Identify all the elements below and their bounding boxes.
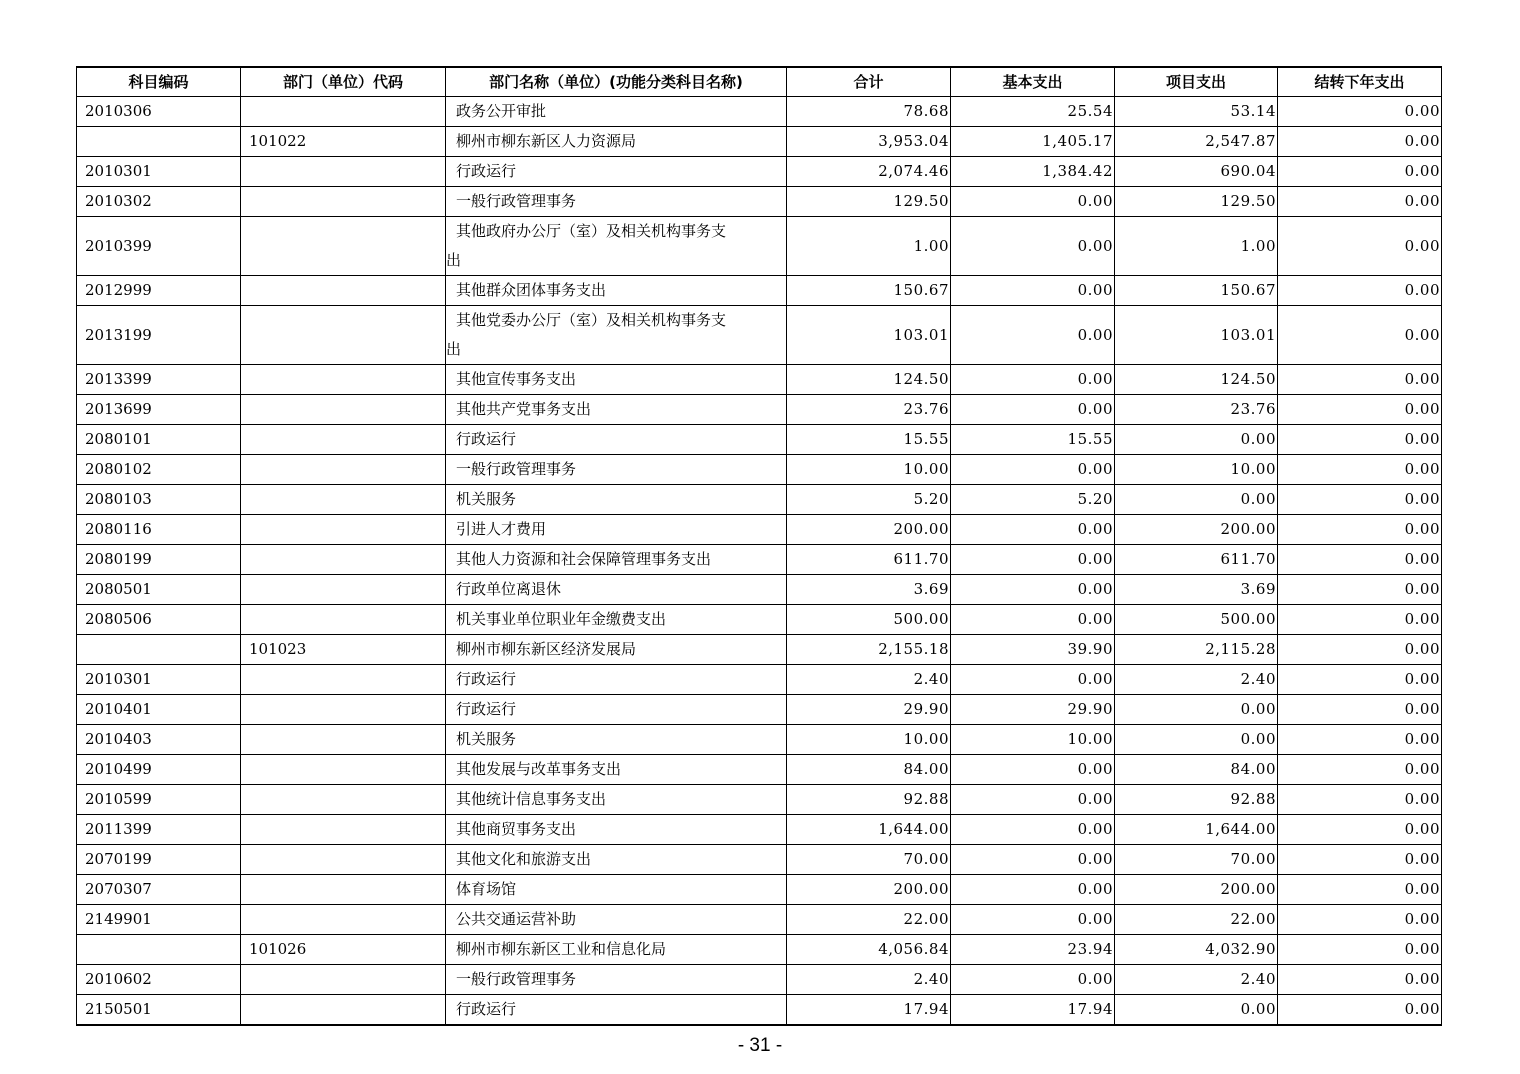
table-row	[77, 515, 1442, 545]
cell-dept-code	[241, 157, 446, 187]
cell-subject-code: 2013399	[77, 365, 241, 395]
cell-subject-code	[77, 935, 241, 965]
cell-subject-code: 2013199	[77, 306, 241, 365]
cell-subject-code: 2010602	[77, 965, 241, 995]
header-carryover-expenditure: 结转下年支出	[1278, 67, 1442, 97]
cell-basic-expenditure: 0.00	[951, 815, 1115, 845]
cell-project-expenditure: 2.40	[1115, 665, 1278, 695]
cell-carryover-expenditure: 0.00	[1278, 575, 1442, 605]
cell-total: 2,155.18	[787, 635, 951, 665]
table-row	[77, 276, 1442, 306]
cell-carryover-expenditure: 0.00	[1278, 875, 1442, 905]
table-row	[77, 217, 1442, 276]
cell-dept-name: 体育场馆	[446, 875, 787, 905]
cell-carryover-expenditure: 0.00	[1278, 157, 1442, 187]
header-dept-code: 部门（单位）代码	[241, 67, 446, 97]
cell-carryover-expenditure: 0.00	[1278, 935, 1442, 965]
cell-project-expenditure: 3.69	[1115, 575, 1278, 605]
table-row	[77, 995, 1442, 1026]
header-total: 合计	[787, 67, 951, 97]
cell-dept-name: 柳州市柳东新区工业和信息化局	[446, 935, 787, 965]
cell-total: 3,953.04	[787, 127, 951, 157]
cell-basic-expenditure: 10.00	[951, 725, 1115, 755]
cell-carryover-expenditure: 0.00	[1278, 995, 1442, 1026]
cell-basic-expenditure: 0.00	[951, 665, 1115, 695]
cell-subject-code: 2010599	[77, 785, 241, 815]
cell-project-expenditure: 129.50	[1115, 187, 1278, 217]
cell-project-expenditure: 103.01	[1115, 306, 1278, 365]
cell-carryover-expenditure: 0.00	[1278, 365, 1442, 395]
cell-basic-expenditure: 0.00	[951, 217, 1115, 276]
cell-basic-expenditure: 0.00	[951, 965, 1115, 995]
cell-total: 500.00	[787, 605, 951, 635]
table-row	[77, 306, 1442, 365]
cell-dept-code	[241, 815, 446, 845]
cell-dept-code	[241, 306, 446, 365]
table-row	[77, 425, 1442, 455]
cell-total: 124.50	[787, 365, 951, 395]
cell-carryover-expenditure: 0.00	[1278, 127, 1442, 157]
cell-subject-code: 2010499	[77, 755, 241, 785]
table-row	[77, 815, 1442, 845]
cell-dept-name: 其他共产党事务支出	[446, 395, 787, 425]
cell-dept-code	[241, 187, 446, 217]
cell-carryover-expenditure: 0.00	[1278, 845, 1442, 875]
cell-subject-code: 2080103	[77, 485, 241, 515]
cell-project-expenditure: 53.14	[1115, 97, 1278, 127]
cell-dept-name: 柳州市柳东新区人力资源局	[446, 127, 787, 157]
cell-subject-code: 2010403	[77, 725, 241, 755]
table-row	[77, 605, 1442, 635]
cell-basic-expenditure: 17.94	[951, 995, 1115, 1026]
cell-dept-name: 其他宣传事务支出	[446, 365, 787, 395]
table-row	[77, 575, 1442, 605]
cell-total: 1,644.00	[787, 815, 951, 845]
cell-carryover-expenditure: 0.00	[1278, 695, 1442, 725]
cell-dept-code	[241, 905, 446, 935]
table-row	[77, 755, 1442, 785]
cell-subject-code: 2010401	[77, 695, 241, 725]
cell-total: 200.00	[787, 515, 951, 545]
cell-total: 5.20	[787, 485, 951, 515]
cell-dept-code: 101026	[241, 935, 446, 965]
cell-basic-expenditure: 0.00	[951, 905, 1115, 935]
cell-total: 3.69	[787, 575, 951, 605]
cell-dept-code	[241, 455, 446, 485]
cell-dept-code	[241, 995, 446, 1026]
dept-name-line: 出	[446, 251, 462, 269]
cell-basic-expenditure: 0.00	[951, 365, 1115, 395]
cell-dept-name: 行政单位离退休	[446, 575, 787, 605]
cell-dept-code	[241, 665, 446, 695]
cell-project-expenditure: 10.00	[1115, 455, 1278, 485]
cell-carryover-expenditure: 0.00	[1278, 665, 1442, 695]
cell-carryover-expenditure: 0.00	[1278, 545, 1442, 575]
cell-dept-name: 其他商贸事务支出	[446, 815, 787, 845]
cell-carryover-expenditure: 0.00	[1278, 905, 1442, 935]
cell-project-expenditure: 0.00	[1115, 485, 1278, 515]
cell-dept-code	[241, 965, 446, 995]
table-row	[77, 695, 1442, 725]
cell-total: 15.55	[787, 425, 951, 455]
cell-carryover-expenditure: 0.00	[1278, 276, 1442, 306]
cell-total: 129.50	[787, 187, 951, 217]
table-row	[77, 455, 1442, 485]
cell-total: 611.70	[787, 545, 951, 575]
cell-project-expenditure: 23.76	[1115, 395, 1278, 425]
cell-basic-expenditure: 0.00	[951, 575, 1115, 605]
cell-carryover-expenditure: 0.00	[1278, 395, 1442, 425]
cell-subject-code: 2010302	[77, 187, 241, 217]
cell-total: 103.01	[787, 306, 951, 365]
cell-subject-code: 2013699	[77, 395, 241, 425]
cell-subject-code: 2010306	[77, 97, 241, 127]
table-row	[77, 395, 1442, 425]
cell-carryover-expenditure: 0.00	[1278, 97, 1442, 127]
cell-project-expenditure: 4,032.90	[1115, 935, 1278, 965]
cell-project-expenditure: 690.04	[1115, 157, 1278, 187]
cell-basic-expenditure: 0.00	[951, 755, 1115, 785]
cell-basic-expenditure: 0.00	[951, 545, 1115, 575]
cell-total: 10.00	[787, 725, 951, 755]
table-row	[77, 785, 1442, 815]
table-row	[77, 545, 1442, 575]
cell-basic-expenditure: 0.00	[951, 187, 1115, 217]
cell-dept-name: 机关服务	[446, 485, 787, 515]
cell-project-expenditure: 84.00	[1115, 755, 1278, 785]
cell-dept-name: 一般行政管理事务	[446, 965, 787, 995]
cell-dept-code	[241, 755, 446, 785]
cell-dept-code	[241, 575, 446, 605]
cell-dept-code	[241, 217, 446, 276]
cell-dept-name: 一般行政管理事务	[446, 455, 787, 485]
cell-subject-code: 2080506	[77, 605, 241, 635]
cell-basic-expenditure: 0.00	[951, 276, 1115, 306]
cell-carryover-expenditure: 0.00	[1278, 455, 1442, 485]
cell-subject-code: 2080199	[77, 545, 241, 575]
cell-basic-expenditure: 29.90	[951, 695, 1115, 725]
cell-basic-expenditure: 0.00	[951, 845, 1115, 875]
dept-name-line: 出	[446, 340, 462, 358]
cell-basic-expenditure: 0.00	[951, 605, 1115, 635]
cell-dept-code	[241, 845, 446, 875]
cell-subject-code: 2010301	[77, 665, 241, 695]
cell-basic-expenditure: 1,384.42	[951, 157, 1115, 187]
table-row	[77, 935, 1442, 965]
cell-dept-name: 其他统计信息事务支出	[446, 785, 787, 815]
cell-dept-name: 政务公开审批	[446, 97, 787, 127]
cell-total: 22.00	[787, 905, 951, 935]
cell-dept-code	[241, 545, 446, 575]
cell-dept-code	[241, 485, 446, 515]
table-body	[77, 97, 1442, 1026]
cell-project-expenditure: 611.70	[1115, 545, 1278, 575]
cell-dept-name: 公共交通运营补助	[446, 905, 787, 935]
cell-total: 70.00	[787, 845, 951, 875]
cell-total: 92.88	[787, 785, 951, 815]
cell-basic-expenditure: 0.00	[951, 785, 1115, 815]
cell-dept-code	[241, 276, 446, 306]
cell-basic-expenditure: 0.00	[951, 306, 1115, 365]
cell-carryover-expenditure: 0.00	[1278, 515, 1442, 545]
cell-dept-code	[241, 515, 446, 545]
table-row	[77, 157, 1442, 187]
cell-dept-name: 引进人才费用	[446, 515, 787, 545]
cell-basic-expenditure: 0.00	[951, 515, 1115, 545]
cell-total: 2,074.46	[787, 157, 951, 187]
cell-subject-code: 2080102	[77, 455, 241, 485]
cell-dept-code: 101023	[241, 635, 446, 665]
cell-subject-code	[77, 635, 241, 665]
cell-total: 4,056.84	[787, 935, 951, 965]
table-row	[77, 365, 1442, 395]
cell-carryover-expenditure: 0.00	[1278, 425, 1442, 455]
cell-basic-expenditure: 23.94	[951, 935, 1115, 965]
cell-subject-code: 2011399	[77, 815, 241, 845]
cell-dept-name: 行政运行	[446, 157, 787, 187]
cell-basic-expenditure: 25.54	[951, 97, 1115, 127]
cell-total: 1.00	[787, 217, 951, 276]
cell-carryover-expenditure: 0.00	[1278, 815, 1442, 845]
header-subject-code: 科目编码	[77, 67, 241, 97]
cell-project-expenditure: 22.00	[1115, 905, 1278, 935]
cell-total: 10.00	[787, 455, 951, 485]
cell-project-expenditure: 200.00	[1115, 515, 1278, 545]
cell-project-expenditure: 500.00	[1115, 605, 1278, 635]
cell-dept-code	[241, 425, 446, 455]
dept-name-line: 其他政府办公厅（室）及相关机构事务支	[456, 222, 727, 240]
cell-carryover-expenditure: 0.00	[1278, 785, 1442, 815]
cell-dept-name: 机关服务	[446, 725, 787, 755]
cell-project-expenditure: 0.00	[1115, 725, 1278, 755]
cell-subject-code: 2150501	[77, 995, 241, 1026]
cell-project-expenditure: 0.00	[1115, 995, 1278, 1026]
cell-dept-code	[241, 395, 446, 425]
cell-project-expenditure: 2,547.87	[1115, 127, 1278, 157]
cell-dept-name: 行政运行	[446, 665, 787, 695]
cell-carryover-expenditure: 0.00	[1278, 217, 1442, 276]
table-row	[77, 845, 1442, 875]
table-row	[77, 905, 1442, 935]
cell-subject-code: 2012999	[77, 276, 241, 306]
cell-basic-expenditure: 0.00	[951, 455, 1115, 485]
cell-dept-name: 其他群众团体事务支出	[446, 276, 787, 306]
cell-dept-name: 其他文化和旅游支出	[446, 845, 787, 875]
cell-subject-code: 2070307	[77, 875, 241, 905]
cell-dept-code	[241, 785, 446, 815]
cell-dept-name: 其他发展与改革事务支出	[446, 755, 787, 785]
table-row	[77, 187, 1442, 217]
cell-dept-code	[241, 97, 446, 127]
cell-carryover-expenditure: 0.00	[1278, 187, 1442, 217]
table-row	[77, 127, 1442, 157]
table-row	[77, 725, 1442, 755]
header-project-expenditure: 项目支出	[1115, 67, 1278, 97]
table-row	[77, 635, 1442, 665]
cell-project-expenditure: 1,644.00	[1115, 815, 1278, 845]
cell-total: 17.94	[787, 995, 951, 1026]
cell-project-expenditure: 150.67	[1115, 276, 1278, 306]
cell-carryover-expenditure: 0.00	[1278, 306, 1442, 365]
cell-subject-code: 2080501	[77, 575, 241, 605]
cell-project-expenditure: 0.00	[1115, 695, 1278, 725]
cell-carryover-expenditure: 0.00	[1278, 755, 1442, 785]
cell-total: 200.00	[787, 875, 951, 905]
cell-total: 78.68	[787, 97, 951, 127]
cell-dept-name	[446, 217, 787, 276]
cell-dept-name: 行政运行	[446, 995, 787, 1026]
cell-carryover-expenditure: 0.00	[1278, 635, 1442, 665]
cell-carryover-expenditure: 0.00	[1278, 485, 1442, 515]
cell-total: 84.00	[787, 755, 951, 785]
table-row	[77, 875, 1442, 905]
cell-dept-code: 101022	[241, 127, 446, 157]
cell-carryover-expenditure: 0.00	[1278, 965, 1442, 995]
cell-project-expenditure: 92.88	[1115, 785, 1278, 815]
cell-project-expenditure: 124.50	[1115, 365, 1278, 395]
cell-dept-name: 一般行政管理事务	[446, 187, 787, 217]
table-header-row	[77, 67, 1442, 97]
cell-subject-code: 2070199	[77, 845, 241, 875]
cell-dept-code	[241, 875, 446, 905]
cell-total: 2.40	[787, 965, 951, 995]
dept-name-line: 其他党委办公厅（室）及相关机构事务支	[456, 311, 727, 329]
cell-subject-code: 2149901	[77, 905, 241, 935]
cell-subject-code	[77, 127, 241, 157]
table-row	[77, 485, 1442, 515]
cell-subject-code: 2080116	[77, 515, 241, 545]
cell-dept-name: 机关事业单位职业年金缴费支出	[446, 605, 787, 635]
cell-dept-code	[241, 605, 446, 635]
header-basic-expenditure: 基本支出	[951, 67, 1115, 97]
cell-project-expenditure: 2,115.28	[1115, 635, 1278, 665]
cell-dept-code	[241, 725, 446, 755]
cell-total: 23.76	[787, 395, 951, 425]
cell-total: 150.67	[787, 276, 951, 306]
page-number: - 31 -	[737, 1035, 783, 1056]
cell-dept-name: 行政运行	[446, 695, 787, 725]
cell-dept-name	[446, 306, 787, 365]
cell-dept-code	[241, 365, 446, 395]
cell-basic-expenditure: 39.90	[951, 635, 1115, 665]
cell-dept-name: 其他人力资源和社会保障管理事务支出	[446, 545, 787, 575]
cell-subject-code: 2080101	[77, 425, 241, 455]
cell-basic-expenditure: 0.00	[951, 395, 1115, 425]
cell-subject-code: 2010399	[77, 217, 241, 276]
cell-basic-expenditure: 1,405.17	[951, 127, 1115, 157]
cell-project-expenditure: 200.00	[1115, 875, 1278, 905]
table-row	[77, 665, 1442, 695]
table-row	[77, 97, 1442, 127]
cell-dept-code	[241, 695, 446, 725]
cell-total: 29.90	[787, 695, 951, 725]
cell-subject-code: 2010301	[77, 157, 241, 187]
cell-carryover-expenditure: 0.00	[1278, 725, 1442, 755]
cell-total: 2.40	[787, 665, 951, 695]
cell-project-expenditure: 1.00	[1115, 217, 1278, 276]
cell-basic-expenditure: 15.55	[951, 425, 1115, 455]
budget-table	[76, 66, 1442, 1026]
cell-project-expenditure: 70.00	[1115, 845, 1278, 875]
cell-dept-name: 柳州市柳东新区经济发展局	[446, 635, 787, 665]
cell-basic-expenditure: 5.20	[951, 485, 1115, 515]
table-row	[77, 965, 1442, 995]
cell-carryover-expenditure: 0.00	[1278, 605, 1442, 635]
cell-project-expenditure: 2.40	[1115, 965, 1278, 995]
cell-basic-expenditure: 0.00	[951, 875, 1115, 905]
header-dept-name: 部门名称（单位）(功能分类科目名称)	[446, 67, 787, 97]
cell-project-expenditure: 0.00	[1115, 425, 1278, 455]
cell-dept-name: 行政运行	[446, 425, 787, 455]
